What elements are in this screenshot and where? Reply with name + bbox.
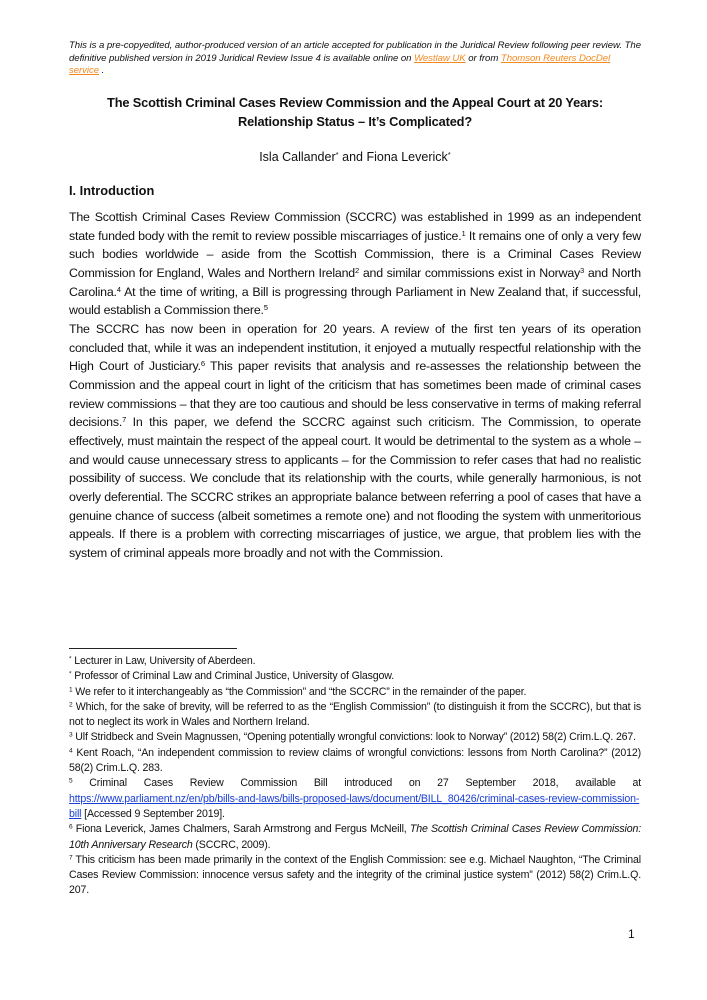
paragraph-text: It remains one of only a very few such bodies worldwide – aside from the Scottish Commission, there is a Criminal Cases Review Commission for England, Wales and Northern Ireland	[69, 228, 641, 280]
westlaw-uk-link[interactable]: Westlaw UK	[414, 52, 466, 64]
footnote	[69, 776, 641, 822]
author-connector: and	[338, 150, 367, 164]
section-heading: I. Introduction	[69, 183, 155, 198]
footnote-ref[interactable]: 7	[122, 415, 127, 425]
footnote-marker: *	[69, 670, 72, 678]
footnote-marker: 6	[69, 823, 73, 831]
footnote-ref[interactable]: 6	[200, 359, 205, 369]
footnote-marker: *	[69, 655, 72, 663]
footnote-marker: 5	[69, 777, 73, 785]
footnote	[69, 730, 641, 745]
footnotes-section	[69, 654, 641, 899]
paragraph-text: This paper revisits that analysis and re-assesses the relationship between the Commission and the appeal court in light of the criticism that has sometimes been made of criminal cases review commissions – that they are too cautious and should be less conservative in terms of making referral decisions.	[69, 359, 641, 430]
disclaimer-text-end: .	[99, 65, 105, 77]
footnote-text: We refer to it interchangeably as “the Commission” and “the SCCRC” in the remainder of the paper.	[72, 685, 527, 698]
footnote-ref[interactable]: 3	[580, 265, 585, 275]
footnote-text: Criminal Cases Review Commission Bill introduced on 27 September 2018, available at	[72, 777, 641, 790]
footnote-ref[interactable]: 1	[461, 228, 466, 238]
footnote-text: Professor of Criminal Law and Criminal Justice, University of Glasgow.	[71, 670, 394, 683]
paragraph-text: The SCCRC has now been in operation for 20 years. A review of the first ten years of its operation concluded that, while it was an independent institution, it enjoyed a mutually respectful relationship with the High Court of Justiciary.	[69, 322, 641, 374]
footnote	[69, 700, 641, 731]
footnote	[69, 822, 641, 853]
footnote-separator	[69, 648, 237, 649]
author-line	[69, 149, 641, 165]
footnote-text: [Accessed 9 September 2019].	[81, 807, 225, 820]
paragraph-text: and similar commissions exist in Norway	[359, 265, 581, 280]
disclaimer-text-middle: or from	[465, 52, 501, 64]
footnote-text: (SCCRC, 2009).	[192, 838, 271, 851]
footnote-marker: 3	[69, 731, 73, 739]
footnote-text: Lecturer in Law, University of Aberdeen.	[71, 655, 256, 667]
footnote-ref[interactable]: 2	[355, 265, 360, 275]
footnote	[69, 669, 641, 684]
footnote-book-title: The Scottish Criminal Cases Review Commission: 10th Anniversary Research	[69, 823, 641, 851]
paragraph-text: In this paper, we defend the SCCRC against such criticism. The Commission, to operate effectively, must maintain the respect of the appeal court. It would be detrimental to the system as a whole – and would cause unnecessary stress to applicants – for the Commission to refer cases that had no realistic possibility of success. We conclude that its relationship with the courts, while generally harmonious, is not overly deferential. The SCCRC strikes an appropriate balance between referring a pool of cases that have a genuine chance of success (albeit sometimes a remote one) and not flooding the system with unmeritorious appeals. If there is a problem with correcting miscarriages of justice, we argue, that problem lies with the system of criminal appeals more broadly and not with the Commission.	[69, 415, 641, 560]
paragraph-text: At the time of writing, a Bill is progressing through Parliament in New Zealand that, if successful, would establish a Commission there.	[69, 284, 641, 318]
body-paragraph	[69, 208, 641, 320]
footnote	[69, 746, 641, 777]
footnote	[69, 685, 641, 700]
paragraph-text: The Scottish Criminal Cases Review Commission (SCCRC) was established in 1999 as an independent state funded body with the remit to review possible miscarriages of justice.	[69, 210, 641, 243]
footnote-marker: 2	[69, 701, 73, 709]
author-footnote-marker[interactable]: *	[447, 149, 451, 159]
footnote-text: This criticism has been made primarily in the context of the English Commission: see e.g. Michael Naughton, “The Criminal Cases Review Commission: innocence versus safety and the integrity of the criminal justice system” (2012) 58(2) Crim.L.Q. 207.	[69, 853, 641, 897]
author-footnote-marker[interactable]: *	[335, 149, 339, 159]
footnote	[69, 853, 641, 899]
thomson-reuters-docdel-link[interactable]: Thomson Reuters DocDel service	[69, 52, 611, 77]
disclaimer-text: This is a pre-copyedited, author-produced version of an article accepted for publication in the Juridical Review following peer review. The definitive published version in 2019 Juridical Review Issue 4 is available online on	[69, 40, 642, 64]
footnote-text: Kent Roach, “An independent commission to review claims of wrongful convictions: lessons from North Carolina?” (2012) 58(2) Crim.L.Q. 283.	[69, 746, 641, 775]
parliament-nz-bill-link[interactable]: https://www.parliament.nz/en/pb/bills-and-laws/bills-proposed-laws/document/BILL_80426/criminal-cases-review-commission-bill	[69, 792, 640, 820]
footnote-ref[interactable]: 4	[116, 284, 121, 294]
page-number: 1	[628, 927, 635, 941]
footnote-marker: 1	[69, 685, 73, 693]
body-paragraph	[69, 320, 641, 563]
footnote-ref[interactable]: 5	[263, 303, 268, 313]
footnote-marker: 4	[69, 747, 73, 755]
article-title: The Scottish Criminal Cases Review Commission and the Appeal Court at 20 Years: Relationship Status – It’s Complicated?	[107, 95, 603, 129]
footnote-text: Ulf Stridbeck and Svein Magnussen, “Opening potentially wrongful convictions: look to Norway” (2012) 58(2) Crim.L.Q. 267.	[72, 731, 636, 744]
author-name: Isla Callander	[259, 150, 336, 164]
footnote-text: Which, for the sake of brevity, will be referred to as the “English Commission” (to distinguish it from the SCCRC), but that is not to neglect its work in Wales and Northern Ireland.	[69, 700, 641, 729]
publication-disclaimer	[69, 40, 641, 78]
paragraph-text: and North Carolina.	[69, 265, 641, 299]
footnote-marker: 7	[69, 854, 73, 862]
footnote-text: Fiona Leverick, James Chalmers, Sarah Armstrong and Fergus McNeill,	[72, 823, 410, 836]
author-name: Fiona Leverick	[366, 150, 448, 164]
footnote	[69, 654, 641, 669]
